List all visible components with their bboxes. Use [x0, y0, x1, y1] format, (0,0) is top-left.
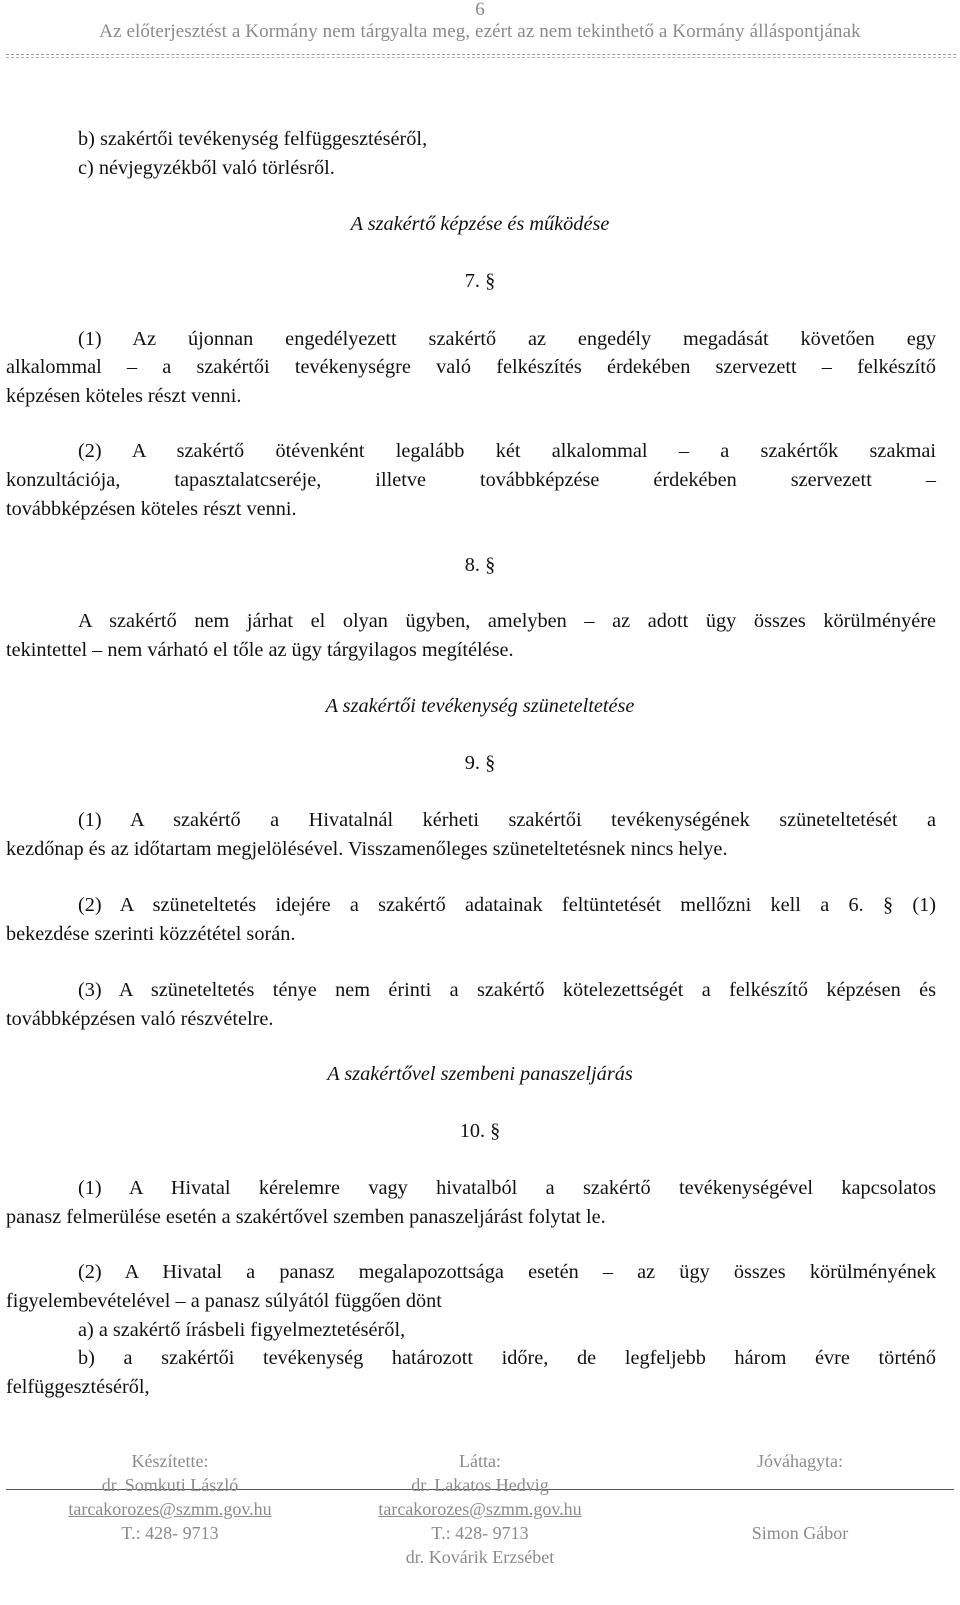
paragraph-line: továbbképzésen való részvételre. — [6, 1008, 274, 1030]
paragraph-line: tekintettel – nem várható el tőle az ügy tárgyilagos megítélése. — [6, 639, 514, 661]
footer-approved-by — [690, 1449, 910, 1545]
paragraph-line: figyelembevételével – a panasz súlyától függően dönt — [6, 1290, 442, 1312]
footer-name: Simon Gábor — [751, 1523, 849, 1543]
paragraph-line: kezdőnap és az időtartam megjelölésével. Visszamenőleges szüneteltetésnek nincs helye. — [6, 838, 728, 860]
paragraph-line: A szakértő nem járhat el olyan ügyben, amelyben – az adott ügy összes körülményére — [78, 610, 936, 632]
header-divider — [6, 54, 956, 55]
paragraph-line: (1) A szakértő a Hivatalnál kérheti szakértői tevékenységének szüneteltetését a — [78, 809, 936, 831]
paragraph-line: (2) A szüneteltetés idejére a szakértő adatainak feltüntetését mellőzni kell a 6. § (1) — [78, 894, 936, 916]
footer-reviewed-by — [330, 1449, 630, 1569]
list-item: c) névjegyzékből való törlésről. — [78, 157, 335, 179]
footer-email: tarcakorozes@szmm.gov.hu — [68, 1499, 272, 1519]
paragraph-line: bekezdése szerinti közzététel során. — [6, 923, 296, 945]
paragraph-line: (2) A szakértő ötévenként legalább két alkalommal – a szakértők szakmai — [78, 440, 936, 462]
page-number: 6 — [475, 0, 485, 20]
paragraph-line: (1) A Hivatal kérelemre vagy hivatalból a szakértő tevékenységével kapcsolatos — [78, 1177, 936, 1199]
paragraph-number: 7. § — [464, 270, 496, 292]
list-item: b) a szakértői tevékenység határozott időre, de legfeljebb három évre történő — [78, 1347, 936, 1369]
paragraph-line: konzultációja, tapasztalatcseréje, illetve továbbképzése érdekében szervezett – — [6, 469, 936, 491]
footer-phone: T.: 428- 9713 — [121, 1523, 219, 1543]
header-divider-2 — [6, 57, 956, 58]
paragraph-number: 10. § — [459, 1120, 501, 1142]
footer-prepared-by — [20, 1449, 320, 1545]
paragraph-line: (3) A szüneteltetés ténye nem érinti a szakértő kötelezettségét a felkészítő képzésen és — [78, 979, 936, 1001]
paragraph-line: (1) Az újonnan engedélyezett szakértő az engedély megadását követően egy — [78, 328, 936, 350]
paragraph-number: 9. § — [464, 752, 496, 774]
list-item: b) szakértői tevékenység felfüggesztéséről, — [78, 128, 428, 150]
paragraph-line: alkalommal – a szakértői tevékenységre való felkészítés érdekében szervezett – felkészítő — [6, 356, 936, 378]
footer-name: dr. Somkuti László — [101, 1475, 239, 1495]
section-heading: A szakértővel szembeni panaszeljárás — [327, 1063, 633, 1085]
paragraph-line: panasz felmerülése esetén a szakértővel szemben panaszeljárást folytat le. — [6, 1206, 606, 1228]
paragraph-line: képzésen köteles részt venni. — [6, 385, 242, 407]
footer-name: dr. Lakatos Hedvig — [411, 1475, 549, 1495]
footer-name-2: dr. Kovárik Erzsébet — [405, 1547, 555, 1567]
paragraph-number: 8. § — [464, 554, 496, 576]
list-item: a) a szakértő írásbeli figyelmeztetéséről, — [78, 1319, 406, 1341]
footer-label: Jóváhagyta: — [757, 1451, 843, 1471]
footer-label: Készítette: — [131, 1451, 209, 1471]
section-heading: A szakértői tevékenység szüneteltetése — [325, 695, 635, 717]
section-heading: A szakértő képzése és működése — [350, 213, 610, 235]
footer-phone: T.: 428- 9713 — [431, 1523, 529, 1543]
footer-email: tarcakorozes@szmm.gov.hu — [378, 1499, 582, 1519]
header-disclaimer: Az előterjesztést a Kormány nem tárgyalta meg, ezért az nem tekinthető a Kormány álláspontjának — [99, 21, 861, 42]
footer-label: Látta: — [459, 1451, 501, 1471]
paragraph-line: továbbképzésen köteles részt venni. — [6, 498, 297, 520]
paragraph-line: (2) A Hivatal a panasz megalapozottsága esetén – az ügy összes körülményének — [78, 1261, 936, 1283]
list-item: felfüggesztéséről, — [6, 1376, 150, 1398]
